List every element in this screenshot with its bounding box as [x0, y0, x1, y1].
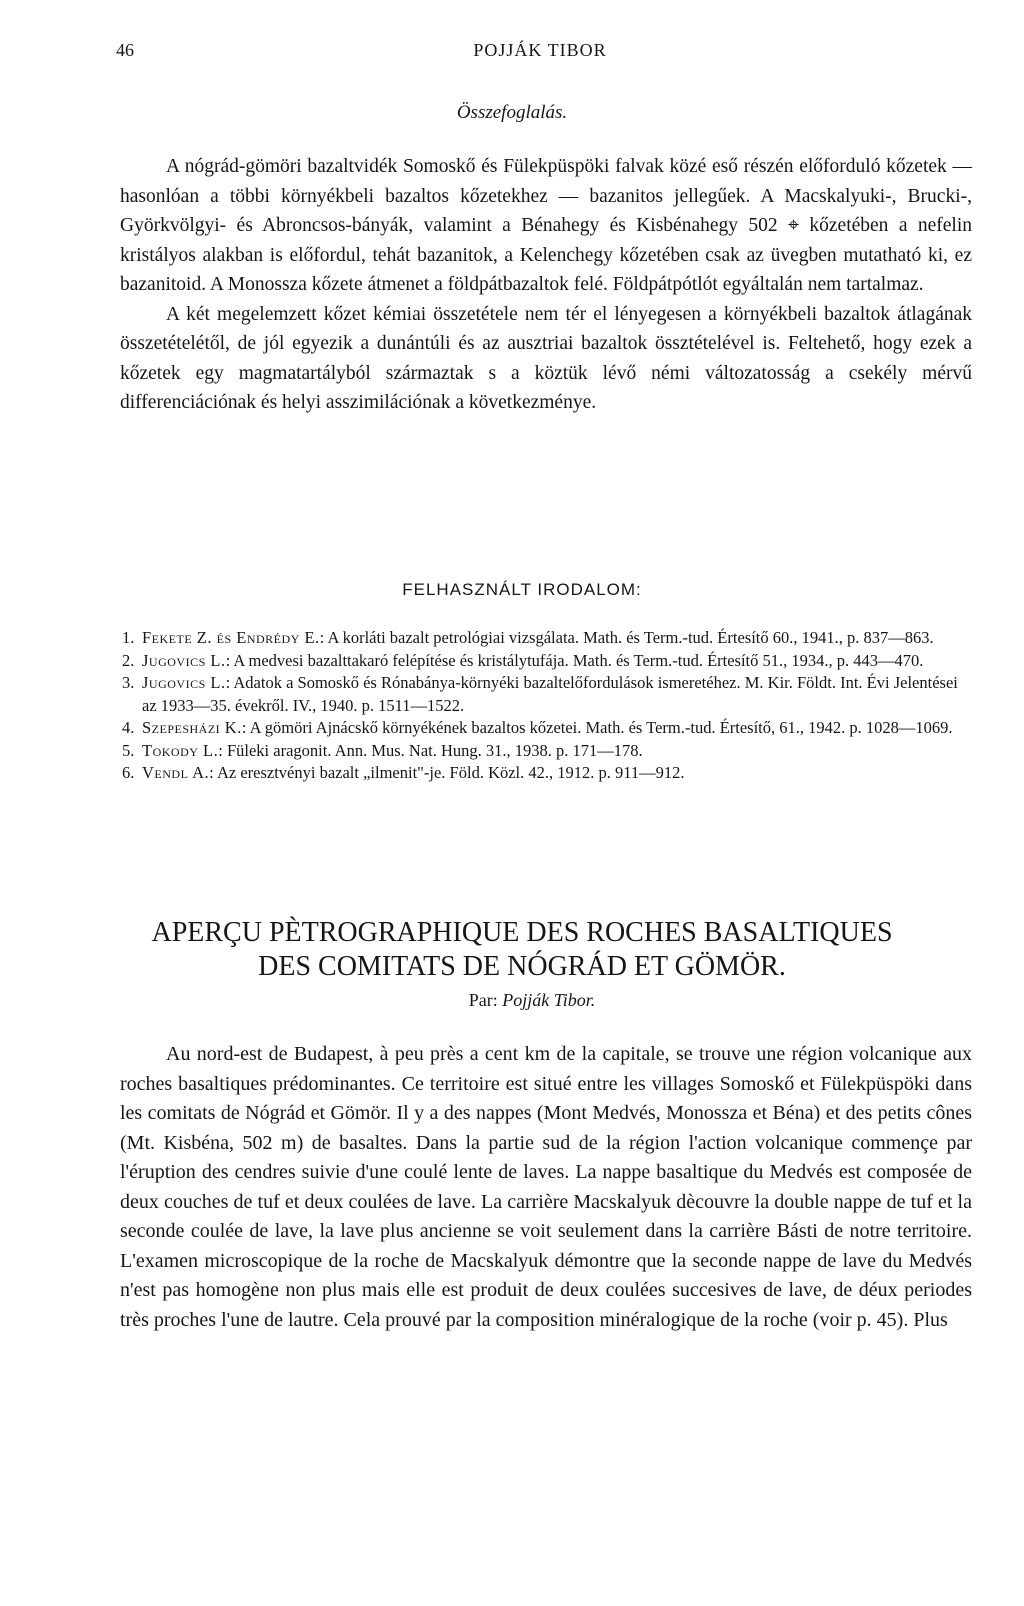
- reference-item: [122, 717, 972, 740]
- reference-list: [122, 627, 972, 785]
- reference-number: 2.: [122, 650, 135, 670]
- french-title-line-1: APERÇU PÈTROGRAPHIQUE DES ROCHES BASALTIQUES: [151, 917, 893, 948]
- running-title: POJJÁK TIBOR: [473, 40, 607, 60]
- reference-text: : A korláti bazalt petrológiai vizsgálata. Math. és Term.-tud. Értesítő 60., 1941., p. 837—863.: [319, 628, 934, 647]
- hungarian-summary: [120, 152, 972, 418]
- reference-item: [122, 650, 972, 673]
- french-paragraph: Au nord-est de Budapest, à peu près a cent km de la capitale, se trouve une région volcanique aux roches basaltiques prédominantes. Ce territoire est situé entre les villages Somoskő et Fülekpüspöki dans les comitats de Nógrád et Gömör. Il y a des nappes (Mont Medvés, Monossza et Béna) et des petits cônes (Mt. Kisbéna, 502 m) de basaltes. Dans la partie sud de la région l'action volcanique commençe par l'éruption des cendres suivie d'une coulé lente de laves. La nappe basaltique du Medvés est composée de deux couches de tuf et deux coulées de lave. La carrière Macskalyuk dècouvre la double nappe de tuf et la seconde coulée de lave, la lave plus ancienne se voit seulement dans la carrière Básti de notre territoire. L'examen microscopique de la roche de Macskalyuk démontre que la seconde nappe de lave du Medvés n'est pas homogène non plus mais elle est produit de deux coulées succesives de lave, de déux periodes très proches l'une de lautre. Cela prouvé par la composition minéralogique de la roche (voir p. 45). Plus: [120, 1043, 972, 1331]
- reference-item: [122, 627, 972, 650]
- byline-prefix: Par:: [468, 990, 498, 1010]
- byline-author: Pojják Tibor.: [502, 990, 596, 1010]
- french-title-line-2: DES COMITATS DE NÓGRÁD ET GÖMÖR.: [258, 951, 786, 982]
- reference-authors: Szepesházi K.: [142, 718, 242, 737]
- references-heading: FELHASZNÁLT IRODALOM:: [402, 580, 642, 599]
- reference-authors: Tokody L.: [142, 740, 219, 760]
- hungarian-paragraph: A nógrád-gömöri bazaltvidék Somoskő és Fülekpüspöki falvak közé eső részén előforduló kőzetek — hasonlóan a többi környékbeli bazaltos kőzetekhez — bazanitos jellegűek. A Macskalyuki-, Brucki-, Györkvölgyi- és Abroncsos-bányák, valamint a Bénahegy és Kisbénahegy 502 ⌖ kőzetében a nefelin kristályos alakban is előfordul, tehát bazanitok, a Kelenchegy kőzetében csak az üvegben mutatható ki, ez bazanitoid. A Monossza kőzete átmenet a földpátbazaltok felé. Földpátpótlót egyáltalán nem tartalmaz.: [120, 156, 972, 295]
- french-summary: [120, 1040, 972, 1335]
- french-summary-title: [0, 916, 1024, 984]
- reference-number: 5.: [122, 740, 135, 760]
- reference-text: : A gömöri Ajnácskő környékének bazaltos kőzetei. Math. és Term.-tud. Értesítő, 61., 1942. p. 1028—1069.: [241, 718, 953, 737]
- reference-number: 3.: [122, 673, 135, 692]
- reference-text: : A medvesi bazalttakaró felépítése és kristálytufája. Math. és Term.-tud. Értesítő 51., 1934., p. 443—470.: [225, 650, 924, 670]
- reference-authors: Fekete Z. és Endrédy E.: [142, 628, 320, 647]
- reference-number: 6.: [122, 763, 135, 782]
- reference-number: 4.: [122, 718, 135, 737]
- summary-title: Összefoglalás.: [456, 102, 568, 123]
- reference-item: [122, 740, 972, 763]
- reference-authors: Vendl A.: [142, 763, 210, 782]
- reference-number: 1.: [122, 628, 135, 647]
- hungarian-paragraph: A két megelemzett kőzet kémiai összetétele nem tér el lényegesen a környékbeli bazaltok átlagának összetételétől, de jól egyezik a dunántúli és az ausztriai bazaltok össztételével is. Feltehető, hogy ezek a kőzetek egy magmatartályból származtak s a köztük lévő némi változatosság a csekély mérvű differenciációnak és helyi asszimilációnak a következménye.: [120, 303, 972, 413]
- page-number: 46: [116, 40, 134, 60]
- reference-authors: Jugovics L.: [142, 650, 226, 670]
- reference-item: [122, 672, 972, 717]
- reference-text: : Füleki aragonit. Ann. Mus. Nat. Hung. 31., 1938. p. 171—178.: [218, 740, 643, 760]
- reference-authors: Jugovics L.: [142, 673, 226, 692]
- reference-item: [122, 762, 972, 785]
- reference-text: : Adatok a Somoskő és Rónabánya-környéki bazaltelőfordulások ismeretéhez. M. Kir. Földt. Int. Évi Jelentései az 1933—35. évekről. IV., 1940. p. 1511—1522.: [142, 673, 958, 715]
- reference-text: : Az eresztvényi bazalt „ilmenit"-je. Föld. Közl. 42., 1912. p. 911—912.: [209, 763, 685, 782]
- byline: [0, 990, 1024, 1011]
- page-header: [116, 40, 944, 64]
